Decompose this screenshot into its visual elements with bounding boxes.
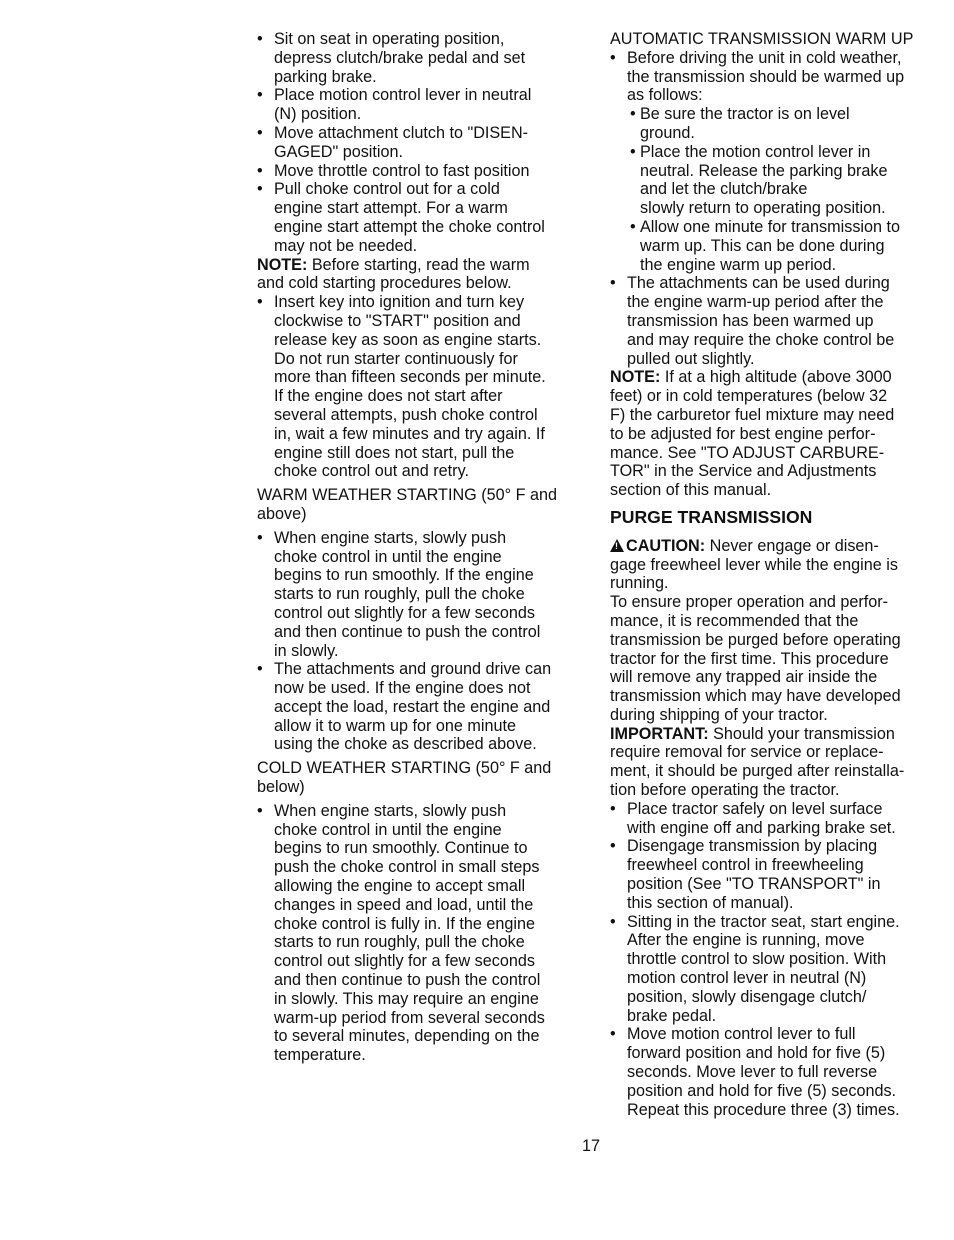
lead-label: CAUTION: xyxy=(626,536,706,555)
line-text: temperature. xyxy=(274,1046,366,1065)
text-line xyxy=(257,218,587,237)
text-line xyxy=(257,486,587,505)
text-line xyxy=(257,1046,587,1065)
bullet-item-line xyxy=(257,293,587,312)
text-line xyxy=(610,743,942,762)
text-line xyxy=(257,548,587,567)
bullet-item-line xyxy=(610,913,942,932)
line-text: Disengage transmission by placing xyxy=(627,837,878,856)
line-text: will remove any trapped air inside the xyxy=(610,668,878,687)
line-text: control out slightly for a few seconds xyxy=(274,952,535,971)
text-line xyxy=(610,293,942,312)
text-line xyxy=(610,350,942,369)
line-text: several attempts, push choke control xyxy=(274,405,538,424)
text-line xyxy=(610,875,942,894)
line-text: After the engine is running, move xyxy=(627,931,865,950)
text-line xyxy=(610,462,942,481)
text-line xyxy=(257,604,587,623)
line-text: Move throttle control to fast position xyxy=(274,161,530,180)
text-line xyxy=(257,821,587,840)
line-text: ground. xyxy=(640,123,695,142)
line-text: The attachments and ground drive can xyxy=(274,660,552,679)
line-text: allowing the engine to accept small xyxy=(274,877,526,896)
text-line xyxy=(610,894,942,913)
bullet-item-line xyxy=(610,1025,942,1044)
line-text: engine start attempt. For a warm xyxy=(274,199,508,218)
text-line xyxy=(257,623,587,642)
line-text: Place tractor safely on level surface xyxy=(627,799,883,818)
line-text: Before driving the unit in cold weather, xyxy=(627,48,902,67)
text-line xyxy=(257,717,587,736)
line-text: the transmission should be warmed up xyxy=(627,67,905,86)
line-text: the engine warm up period. xyxy=(640,255,837,274)
line-text: begins to run smoothly. If the engine xyxy=(274,566,534,585)
line-text: The attachments can be used during xyxy=(627,274,890,293)
text-line xyxy=(610,1101,942,1120)
text-line xyxy=(257,566,587,585)
line-text: GAGED" position. xyxy=(274,142,404,161)
line-text: Allow one minute for transmission to xyxy=(640,217,901,236)
text-line xyxy=(610,574,942,593)
line-text: to be adjusted for best engine perfor- xyxy=(610,424,876,443)
text-line xyxy=(610,1063,942,1082)
text-line xyxy=(610,312,942,331)
line-text: Be sure the tractor is on level xyxy=(640,105,850,124)
text-line xyxy=(610,162,942,181)
line-text: engine still does not start, pull the xyxy=(274,443,515,462)
line-text: F) the carburetor fuel mixture may need xyxy=(610,405,895,424)
line-text: Sitting in the tractor seat, start engine. xyxy=(627,912,900,931)
text-line xyxy=(257,68,587,87)
text-line xyxy=(257,105,587,124)
text-line xyxy=(610,368,942,387)
left-column xyxy=(257,30,587,1065)
text-line xyxy=(610,781,942,800)
text-line xyxy=(257,915,587,934)
line-text: as follows: xyxy=(627,86,703,105)
line-text: and cold starting procedures below. xyxy=(257,274,512,293)
line-text: engine start attempt the choke control xyxy=(274,217,545,236)
line-text: mance, it is recommended that the xyxy=(610,611,859,630)
line-text: choke control in until the engine xyxy=(274,820,502,839)
text-line xyxy=(610,687,942,706)
text-line xyxy=(257,1009,587,1028)
line-text: PURGE TRANSMISSION xyxy=(610,506,813,527)
bullet-item-line xyxy=(610,143,942,162)
line-text: position (See "TO TRANSPORT" in xyxy=(627,875,881,894)
line-text: Move attachment clutch to "DISEN- xyxy=(274,123,529,142)
text-line xyxy=(610,762,942,781)
line-text: motion control lever in neutral (N) xyxy=(627,969,867,988)
text-line xyxy=(257,679,587,698)
line-text: (N) position. xyxy=(274,105,362,124)
line-text: above) xyxy=(257,504,307,523)
text-line xyxy=(257,143,587,162)
text-line xyxy=(257,698,587,717)
line-text: this section of manual). xyxy=(627,893,794,912)
text-line xyxy=(610,124,942,143)
text-line xyxy=(257,971,587,990)
text-line xyxy=(257,990,587,1009)
line-text: and let the clutch/brake xyxy=(640,180,808,199)
bullet-item-line xyxy=(610,105,942,124)
line-text: require removal for service or replace- xyxy=(610,743,884,762)
line-text: AUTOMATIC TRANSMISSION WARM UP xyxy=(610,30,914,48)
text-line xyxy=(257,585,587,604)
text-line xyxy=(610,1007,942,1026)
line-text: changes in speed and load, until the xyxy=(274,895,534,914)
text-line xyxy=(610,425,942,444)
lead-label: NOTE: xyxy=(257,255,308,274)
text-line xyxy=(610,931,942,950)
bullet-item-line xyxy=(610,837,942,856)
text-line xyxy=(610,86,942,105)
line-text: in, wait a few minutes and try again. If xyxy=(274,424,545,443)
text-line xyxy=(610,668,942,687)
lead-label: NOTE: xyxy=(610,368,661,387)
line-text: Place the motion control lever in xyxy=(640,142,871,161)
text-line xyxy=(257,858,587,877)
bullet-item-line xyxy=(610,218,942,237)
bullet-item-line xyxy=(257,802,587,821)
text-line xyxy=(610,593,942,612)
line-text: Never engage or disen- xyxy=(709,536,879,555)
text-line xyxy=(257,952,587,971)
text-line xyxy=(610,556,942,575)
line-text: choke control is fully in. If the engine xyxy=(274,914,535,933)
text-line xyxy=(257,368,587,387)
line-text: Sit on seat in operating position, xyxy=(274,30,505,48)
line-text: warm up. This can be done during xyxy=(640,236,885,255)
text-line xyxy=(257,877,587,896)
right-column xyxy=(610,30,942,1119)
line-text: seconds. Move lever to full reverse xyxy=(627,1063,878,1082)
line-text: transmission which may have developed xyxy=(610,687,901,706)
text-line xyxy=(610,950,942,969)
line-text: Before starting, read the warm xyxy=(311,255,530,274)
line-text: allow it to warm up for one minute xyxy=(274,716,517,735)
line-text: and then continue to push the control xyxy=(274,971,541,990)
line-text: mance. See "TO ADJUST CARBURE- xyxy=(610,443,885,462)
section-heading xyxy=(610,508,942,527)
text-line xyxy=(610,612,942,631)
text-line xyxy=(610,725,942,744)
text-line xyxy=(610,650,942,669)
line-text: position, slowly disengage clutch/ xyxy=(627,987,867,1006)
text-line xyxy=(610,237,942,256)
line-text: clockwise to "START" position and xyxy=(274,311,521,330)
text-line xyxy=(257,759,587,778)
text-line xyxy=(610,1044,942,1063)
text-line xyxy=(610,706,942,725)
text-line xyxy=(257,199,587,218)
bullet-item-line xyxy=(257,529,587,548)
line-text: When engine starts, slowly push xyxy=(274,528,507,547)
bullet-item-line xyxy=(257,86,587,105)
page-number: 17 xyxy=(582,1137,601,1155)
line-text: COLD WEATHER STARTING (50° F and xyxy=(257,759,552,778)
line-text: If at a high altitude (above 3000 xyxy=(664,368,892,387)
text-line xyxy=(610,68,942,87)
text-line xyxy=(610,406,942,425)
line-text: with engine off and parking brake set. xyxy=(627,818,896,837)
line-text: parking brake. xyxy=(274,67,377,86)
line-text: the engine warm-up period after the xyxy=(627,293,884,312)
line-text: transmission has been warmed up xyxy=(627,311,874,330)
text-line xyxy=(610,444,942,463)
caution-triangle-icon xyxy=(610,539,624,552)
text-line xyxy=(257,505,587,524)
text-line xyxy=(257,274,587,293)
line-text: now be used. If the engine does not xyxy=(274,679,531,698)
text-line xyxy=(610,30,942,49)
line-text: tion before operating the tractor. xyxy=(610,781,840,800)
line-text: control out slightly for a few seconds xyxy=(274,603,535,622)
bullet-item-line xyxy=(257,30,587,49)
text-line xyxy=(257,839,587,858)
line-text: Insert key into ignition and turn key xyxy=(274,293,525,312)
line-text: may not be needed. xyxy=(274,236,418,255)
line-text: during shipping of your tractor. xyxy=(610,705,828,724)
text-line xyxy=(257,237,587,256)
line-text: Move motion control lever to full xyxy=(627,1025,856,1044)
text-line xyxy=(610,256,942,275)
line-text: in slowly. xyxy=(274,641,339,660)
line-text: Pull choke control out for a cold xyxy=(274,180,500,199)
line-text: WARM WEATHER STARTING (50° F and xyxy=(257,486,557,505)
line-text: freewheel control in freewheeling xyxy=(627,856,864,875)
line-text: forward position and hold for five (5) xyxy=(627,1044,886,1063)
bullet-item-line xyxy=(610,274,942,293)
line-text: Do not run starter continuously for xyxy=(274,349,518,368)
text-line xyxy=(257,406,587,425)
line-text: Repeat this procedure three (3) times. xyxy=(627,1100,900,1119)
text-line xyxy=(610,199,942,218)
line-text: ment, it should be purged after reinstalla- xyxy=(610,762,905,781)
line-text: below) xyxy=(257,778,305,797)
line-text: TOR" in the Service and Adjustments xyxy=(610,462,877,481)
line-text: release key as soon as engine starts. xyxy=(274,330,542,349)
text-line xyxy=(257,462,587,481)
text-line xyxy=(257,256,587,275)
line-text: section of this manual. xyxy=(610,481,772,500)
line-text: transmission be purged before operating xyxy=(610,630,901,649)
text-line xyxy=(257,331,587,350)
bullet-item-line xyxy=(610,800,942,819)
line-text: When engine starts, slowly push xyxy=(274,801,507,820)
text-line xyxy=(257,444,587,463)
bullet-item-line xyxy=(257,124,587,143)
text-line xyxy=(257,387,587,406)
line-text: neutral. Release the parking brake xyxy=(640,161,888,180)
line-text: feet) or in cold temperatures (below 32 xyxy=(610,387,888,406)
line-text: and then continue to push the control xyxy=(274,622,541,641)
line-text: using the choke as described above. xyxy=(274,735,537,754)
text-line xyxy=(610,331,942,350)
line-text: pulled out slightly. xyxy=(627,349,755,368)
bullet-item-line xyxy=(257,162,587,181)
bullet-item-line xyxy=(610,49,942,68)
text-line xyxy=(610,1082,942,1101)
text-line xyxy=(257,778,587,797)
line-text: to several minutes, depending on the xyxy=(274,1027,540,1046)
text-line xyxy=(257,735,587,754)
line-text: choke control out and retry. xyxy=(274,462,469,481)
line-text: gage freewheel lever while the engine is xyxy=(610,555,898,574)
text-line xyxy=(610,988,942,1007)
text-line xyxy=(610,387,942,406)
line-text: begins to run smoothly. Continue to xyxy=(274,839,528,858)
text-line xyxy=(257,312,587,331)
line-text: push the choke control in small steps xyxy=(274,858,540,877)
bullet-item-line xyxy=(257,660,587,679)
line-text: tractor for the first time. This procedure xyxy=(610,649,889,668)
text-line xyxy=(610,537,942,556)
line-text: throttle control to slow position. With xyxy=(627,950,887,969)
text-line xyxy=(610,819,942,838)
lead-label: IMPORTANT: xyxy=(610,724,709,743)
text-line xyxy=(610,180,942,199)
text-line xyxy=(610,631,942,650)
text-line xyxy=(257,1027,587,1046)
line-text: in slowly. This may require an engine xyxy=(274,989,539,1008)
line-text: slowly return to operating position. xyxy=(640,199,886,218)
text-line xyxy=(610,856,942,875)
line-text: Place motion control lever in neutral xyxy=(274,86,532,105)
line-text: depress clutch/brake pedal and set xyxy=(274,48,526,67)
text-line xyxy=(257,642,587,661)
line-text: To ensure proper operation and perfor- xyxy=(610,593,889,612)
line-text: and may require the choke control be xyxy=(627,330,895,349)
line-text: running. xyxy=(610,574,669,593)
text-line xyxy=(257,350,587,369)
text-line xyxy=(610,969,942,988)
line-text: brake pedal. xyxy=(627,1006,717,1025)
line-text: more than fifteen seconds per minute. xyxy=(274,368,546,387)
bullet-item-line xyxy=(257,180,587,199)
text-line xyxy=(257,933,587,952)
line-text: starts to run roughly, pull the choke xyxy=(274,933,525,952)
line-text: position and hold for five (5) seconds. xyxy=(627,1081,897,1100)
line-text: starts to run roughly, pull the choke xyxy=(274,585,525,604)
text-line xyxy=(610,481,942,500)
line-text: warm-up period from several seconds xyxy=(274,1008,545,1027)
text-line xyxy=(257,49,587,68)
text-line xyxy=(257,896,587,915)
line-text: Should your transmission xyxy=(713,724,895,743)
text-line xyxy=(257,425,587,444)
line-text: If the engine does not start after xyxy=(274,387,503,406)
line-text: accept the load, restart the engine and xyxy=(274,697,551,716)
line-text: choke control in until the engine xyxy=(274,547,502,566)
